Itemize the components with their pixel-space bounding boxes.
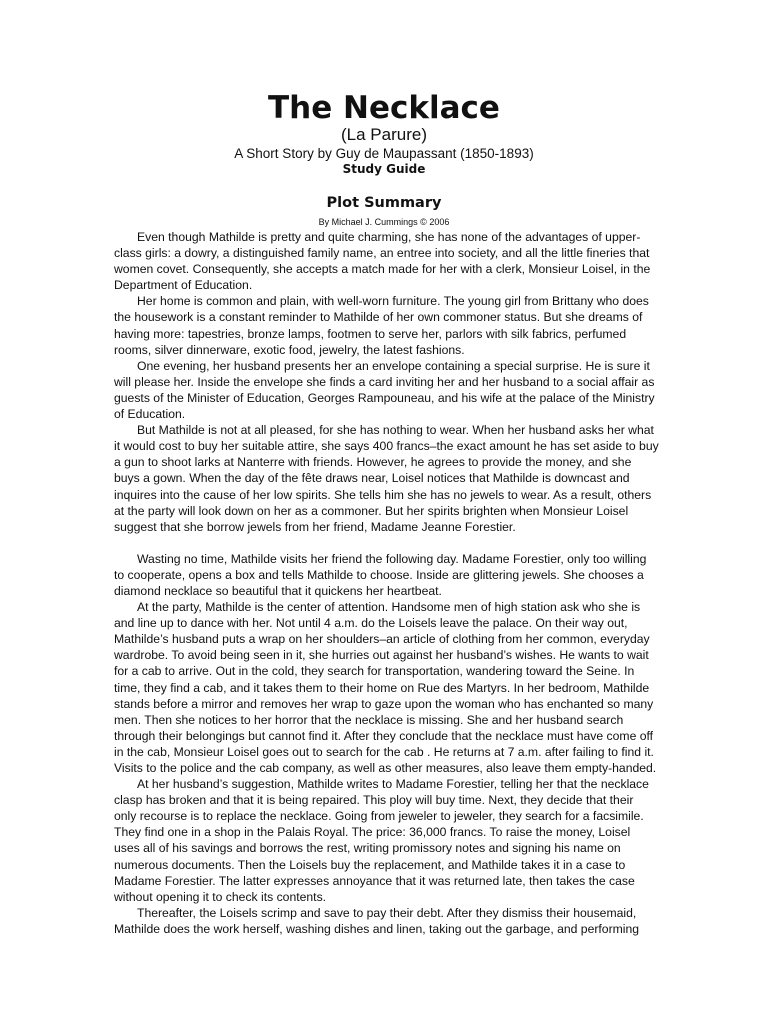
author-credit: By Michael J. Cummings © 2006 xyxy=(318,217,450,227)
paragraph: Even though Mathilde is pretty and quite charming, she has none of the advantages of upper-class girls: a dowry, a distinguished family name, an entree into society, and all the little fineries that women covet. Consequently, she accepts a match made for her with a clerk, Monsieur Loisel, in the Department of Education. xyxy=(114,230,651,293)
paragraph: But Mathilde is not at all pleased, for she has nothing to wear. When her husband asks her what it would cost to buy her suitable attire, she says 400 francs–the exact amount he has set aside to buy a gun to shoot larks at Nanterre with friends. However, he agrees to provide the money, and she buys a gown. When the day of the fête draws near, Loisel notices that Mathilde is downcast and inquires into the cause of her low spirits. She tells him she has no jewels to wear. As a result, others at the party will look down on her as a commoner. But her spirits brighten when Monsieur Loisel suggest that she borrow jewels from her friend, Madame Jeanne Forestier. xyxy=(114,423,659,534)
document-subtitle: (La Parure) xyxy=(341,125,427,144)
paragraph: One evening, her husband presents her an envelope containing a special surprise. He is sure it will please her. Inside the envelope she finds a card inviting her and her husband to a social affair as guests of the Minister of Education, Georges Rampouneau, and his wife at the palace of the Ministry of Education. xyxy=(114,358,655,422)
paragraph: At her husband’s suggestion, Mathilde writes to Madame Forestier, telling her that the necklace clasp has broken and that it is being repaired. This ploy will buy time. Next, they decide that their only recourse is to replace the necklace. Going from jeweler to jeweler, they search for a facsimile. They find one in a shop in the Palais Royal. The price: 36,000 francs. To raise the money, Loisel uses all of his savings and borrows the rest, writing promissory notes and signing his name on numerous documents. Then the Loisels buy the replacement, and Mathilde takes it in a case to Madame Forestier. The latter expresses annoyance that it was returned late, then takes the case without opening it to check its contents. xyxy=(114,777,649,904)
study-guide-label: Study Guide xyxy=(342,162,426,176)
summary-body xyxy=(114,229,659,937)
paragraph: Wasting no time, Mathilde visits her friend the following day. Madame Forestier, only too willing to cooperate, opens a box and tells Mathilde to choose. Inside are glittering jewels. She chooses a diamond necklace so beautiful that it quickens her heartbeat. xyxy=(114,551,647,598)
paragraph: Thereafter, the Loisels scrimp and save to pay their debt. After they dismiss their housemaid, Mathilde does the work herself, washing dishes and linen, taking out the garbage, and performing xyxy=(114,905,640,936)
paragraph: Her home is common and plain, with well-worn furniture. The young girl from Brittany who does the housework is a constant reminder to Mathilde of her own commoner status. But she dreams of having more: tapestries, bronze lamps, footmen to serve her, parlors with silk fabrics, perfumed rooms, silver dinnerware, exotic food, jewelry, the latest fashions. xyxy=(114,294,649,357)
section-heading: Plot Summary xyxy=(326,195,442,211)
paragraph: At the party, Mathilde is the center of attention. Handsome men of high station ask who she is and line up to dance with her. Not until 4 a.m. do the Loisels leave the palace. On their way out, Mathilde’s husband puts a wrap on her shoulders–an article of clothing from her common, everyday wardrobe. To avoid being seen in it, she hurries out against her husband’s wishes. He wants to wait for a cab to arrive. Out in the cold, they search for transportation, wandering toward the Seine. In time, they find a cab, and it takes them to their home on Rue des Martyrs. In her bedroom, Mathilde stands before a mirror and removes her wrap to gaze upon the woman who has enchanted so many men. Then she notices to her horror that the necklace is missing. She and her husband search through their belongings but cannot find it. After they conclude that the necklace must have come off in the cab, Monsieur Loisel goes out to search for the cab . He returns at 7 a.m. after failing to find it. Visits to the police and the cab company, as well as other measures, also leave them empty-handed. xyxy=(114,600,657,775)
author-byline: A Short Story by Guy de Maupassant (1850-1893) xyxy=(234,146,534,161)
document-title: The Necklace xyxy=(268,90,500,126)
